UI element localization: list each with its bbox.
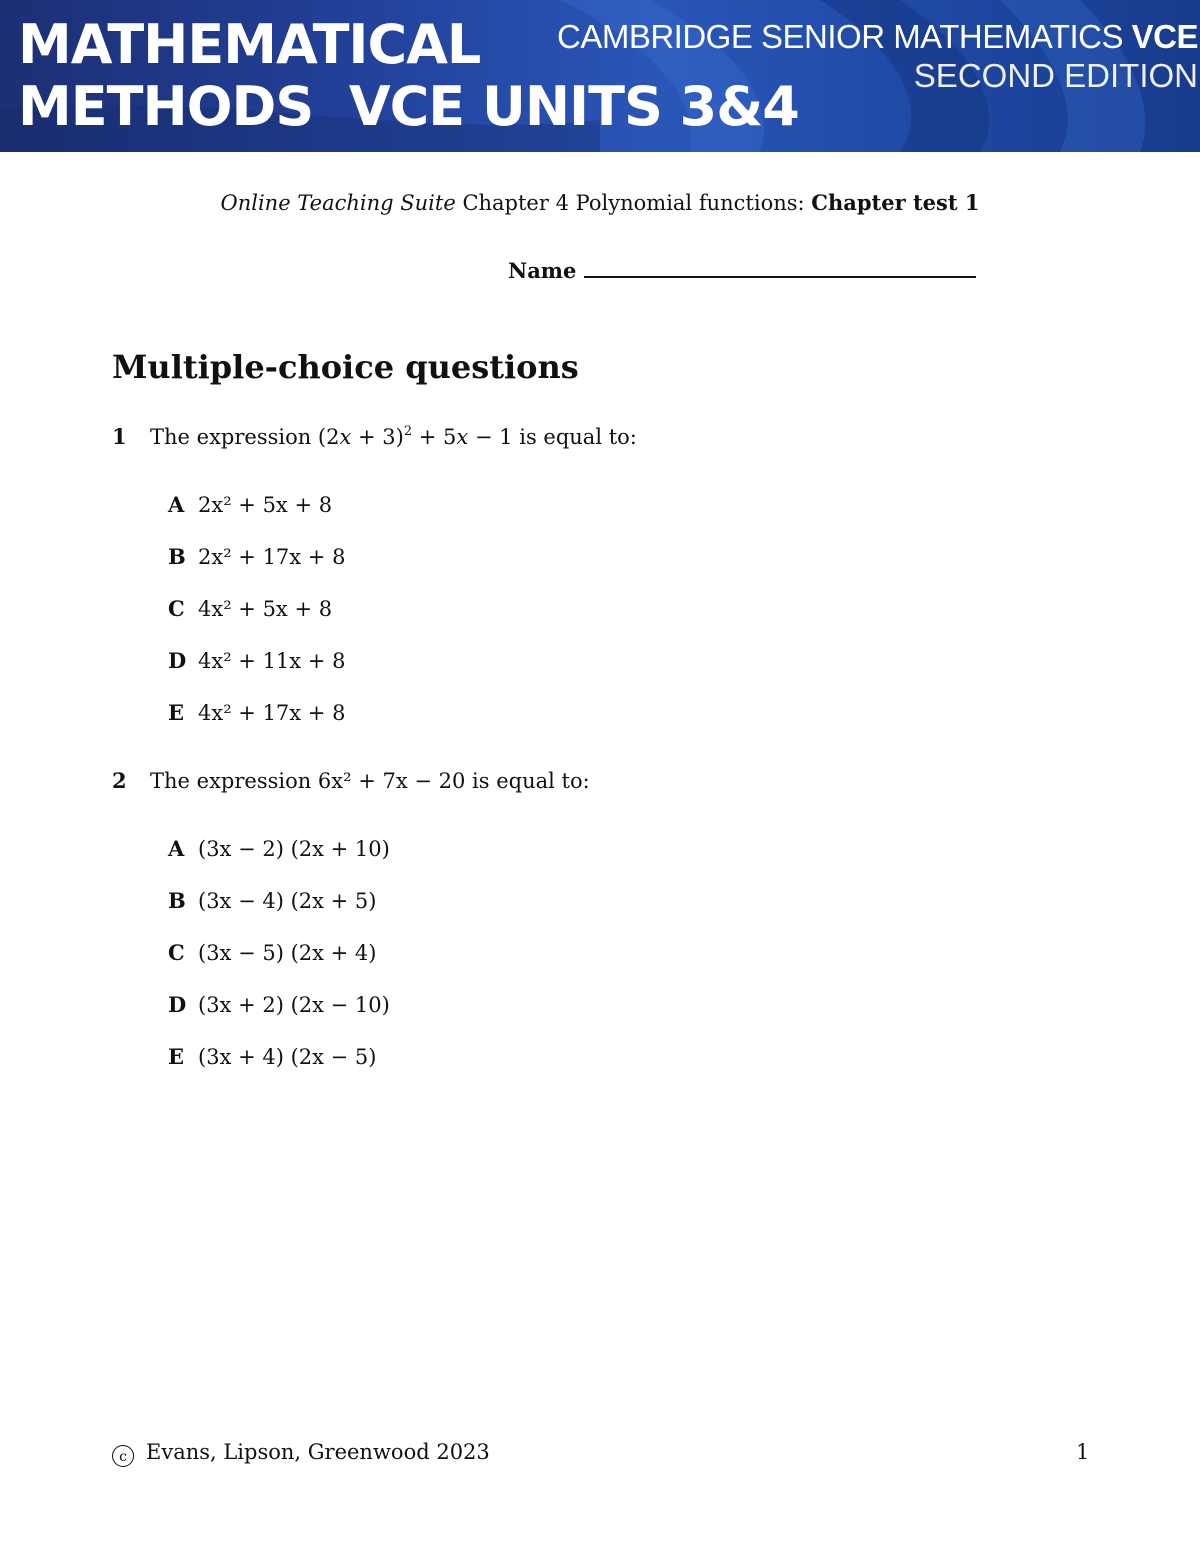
question-1 [112,424,637,449]
option-text: (3x + 2) (2x − 10) [198,993,390,1017]
edition-label: SECOND EDITION [913,57,1198,94]
name-label: Name [508,258,577,283]
question-2 [112,768,590,793]
option-text: 4x² + 11x + 8 [198,649,346,673]
option-text: 2x² + 17x + 8 [198,545,346,569]
copyright-icon: c [112,1445,134,1467]
option-text: 4x² + 17x + 8 [198,701,346,725]
option-letter: E [168,1044,185,1069]
option-text: (3x − 5) (2x + 4) [198,941,377,965]
option-letter: B [168,888,186,913]
option-letter: C [168,596,185,621]
question-prompt-var: x [339,425,352,449]
option-1c [168,596,332,621]
series-vce: VCE [1131,18,1198,55]
option-2c [168,940,376,965]
test-name: Chapter test 1 [811,190,980,215]
question-prompt-part: + 3) [351,425,404,449]
question-number: 2 [112,768,127,793]
option-1a [168,492,332,517]
page-number: 1 [1076,1440,1090,1464]
question-prompt-exponent: 2 [403,424,413,439]
footer-copyright [112,1440,490,1467]
question-prompt-part: + 5 [412,425,457,449]
document-header [0,190,1200,215]
option-text: (3x + 4) (2x − 5) [198,1045,377,1069]
chapter-name: Chapter 4 Polynomial functions: [455,191,812,215]
series-name [557,20,1198,92]
option-2d [168,992,390,1017]
option-letter: A [168,836,185,861]
header-banner [0,0,1200,152]
name-field [508,258,976,283]
question-prompt-part: The expression (2 [150,425,340,449]
option-2e [168,1044,376,1069]
question-number: 1 [112,424,127,449]
name-blank-line [584,258,976,278]
suite-name: Online Teaching Suite [220,191,456,215]
option-2b [168,888,376,913]
option-text: (3x − 2) (2x + 10) [198,837,390,861]
section-title: Multiple-choice questions [112,348,579,386]
option-letter: D [168,648,187,673]
question-prompt-part: − 1 is equal to: [468,425,637,449]
banner-title-line2: METHODS VCE UNITS 3&4 [18,75,799,138]
option-letter: C [168,940,185,965]
question-prompt-var: x [456,425,469,449]
option-text: 2x² + 5x + 8 [198,493,333,517]
option-1e [168,700,345,725]
option-text: (3x − 4) (2x + 5) [198,889,377,913]
option-letter: D [168,992,187,1017]
series-prefix: CAMBRIDGE SENIOR MATHEMATICS [556,18,1132,55]
option-2a [168,836,390,861]
footer-authors: Evans, Lipson, Greenwood 2023 [146,1440,490,1464]
option-1d [168,648,345,673]
option-letter: A [168,492,185,517]
question-prompt: The expression 6x² + 7x − 20 is equal to: [150,769,590,793]
option-letter: E [168,700,185,725]
banner-title-line1: MATHEMATICAL [18,13,481,76]
option-1b [168,544,345,569]
option-letter: B [168,544,186,569]
option-text: 4x² + 5x + 8 [198,597,333,621]
